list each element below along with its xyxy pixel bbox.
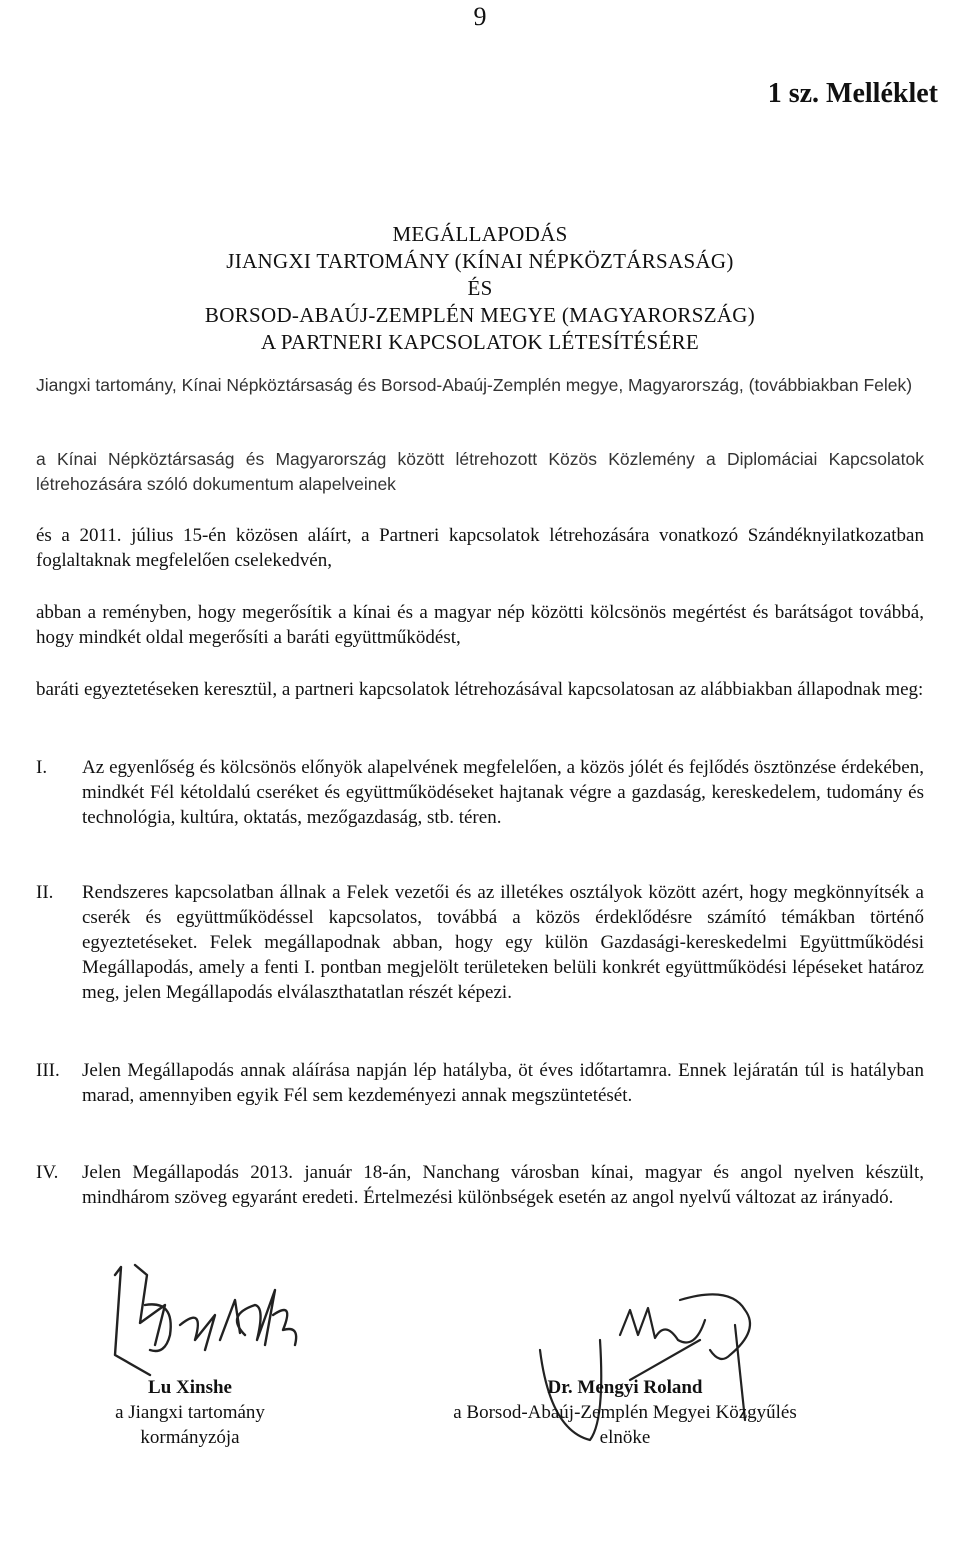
signatory-title: elnöke — [599, 1427, 651, 1448]
signature-lu-xinshe — [95, 1245, 325, 1390]
parties-paragraph: Jiangxi tartomány, Kínai Népköztársaság és Borsod-Abaúj-Zemplén megye, Magyarország, (továbbiakban Felek) — [36, 375, 913, 395]
article-4 — [36, 1160, 924, 1210]
article-text: Rendszeres kapcsolatban állnak a Felek vezetői és az illetékes osztályok között azért, hogy megkönnyítsék a cserék és együttműködéssel kapcsolatos, továbbá a közös érdeklődésre számító témákban történő egyeztetéseket. Felek megállapodnak abban, hogy egy külön Gazdasági-kereskedelmi Együttműködési Megállapodás, amely a fenti I. pontban megjelölt területeken belüli konkrét együttműködési lépéseket határoz meg, jelen Megállapodás elválaszthatatlan részét képezi. — [82, 882, 924, 1003]
article-number: IV. — [36, 1162, 59, 1183]
title-line: ÉS — [467, 276, 493, 300]
article-text: Jelen Megállapodás 2013. január 18-án, Nanchang városban kínai, magyar és angol nyelven készült, mindhárom szöveg egyaránt eredeti. Értelmezési különbségek esetén az angol nyelvű változat az irányadó. — [82, 1162, 924, 1208]
signatory-title: kormányzója — [140, 1427, 240, 1448]
title-line: A PARTNERI KAPCSOLATOK LÉTESÍTÉSÉRE — [260, 330, 700, 354]
article-number: III. — [36, 1060, 60, 1081]
article-number: I. — [36, 757, 48, 778]
title-line: BORSOD-ABAÚJ-ZEMPLÉN MEGYE (MAGYARORSZÁG) — [204, 303, 756, 327]
signatory-name: Lu Xinshe — [148, 1377, 232, 1398]
article-text: Jelen Megállapodás annak aláírása napján lép hatályba, öt éves időtartamra. Ennek lejáratán túl is hatályban marad, amennyiben egyik Fél sem kezdeményezi annak megszüntetését. — [82, 1060, 924, 1106]
page-number: 9 — [473, 2, 487, 31]
declaration-paragraph: és a 2011. július 15-én közösen aláírt, a Partneri kapcsolatok létrehozására vonatkozó Szándéknyilatkozatban foglaltaknak megfelelően cselekedvén, — [36, 525, 924, 571]
article-text: Az egyenlőség és kölcsönös előnyök alapelvének megfelelően, a közös jólét és fejlődés ösztönzése érdekében, mindkét Fél kétoldalú cseréket és együttműködéseket hajtanak végre a gazdaság, kereskedelem, tudomány és technológia, kultúra, oktatás, mezőgazdaság, stb. téren. — [82, 757, 924, 828]
annex-label: 1 sz. Melléklet — [767, 78, 938, 109]
article-number: II. — [36, 882, 54, 903]
title-line: MEGÁLLAPODÁS — [392, 222, 568, 246]
communique-paragraph: a Kínai Népköztársaság és Magyarország között létrehozott Közös Közlemény a Diplomáciai Kapcsolatok létrehozására szóló dokumentum alapelveinek — [36, 449, 924, 494]
hope-paragraph: abban a reményben, hogy megerősítik a kínai és a magyar nép közötti kölcsönös megértést és barátságot továbbá, hogy mindkét oldal megerősíti a baráti együttműködést, — [36, 602, 924, 648]
document-title — [0, 221, 960, 356]
signatory-name: Dr. Mengyi Roland — [547, 1377, 703, 1398]
consultation-paragraph: baráti egyeztetéseken keresztül, a partneri kapcsolatok létrehozásával kapcsolatosan az alábbiakban állapodnak meg: — [36, 679, 924, 700]
signatory-left — [70, 1375, 310, 1450]
signatory-title: a Jiangxi tartomány — [115, 1402, 265, 1423]
signatory-right — [390, 1375, 860, 1450]
title-line: JIANGXI TARTOMÁNY (KÍNAI NÉPKÖZTÁRSASÁG) — [226, 249, 734, 273]
article-1 — [36, 755, 924, 830]
signatory-title: a Borsod-Abaúj-Zemplén Megyei Közgyűlés — [453, 1402, 797, 1423]
article-3 — [36, 1058, 924, 1108]
article-2 — [36, 880, 924, 1005]
